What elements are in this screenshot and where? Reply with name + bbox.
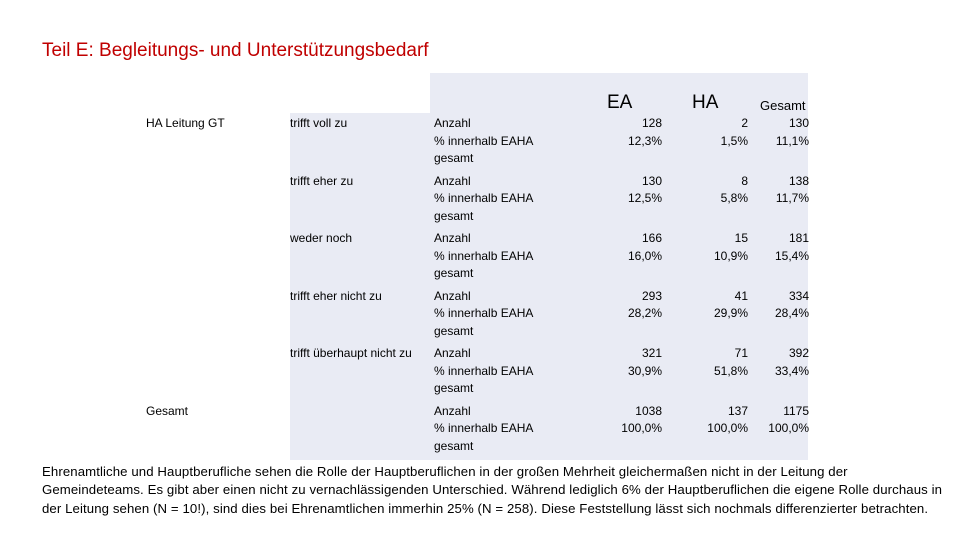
count-cell: 334 <box>788 288 809 303</box>
page-title: Teil E: Begleitungs- und Unterstützungsbedarf <box>42 40 429 61</box>
percent-cell: 10,9% <box>713 248 748 263</box>
count-cell: 130 <box>641 173 662 188</box>
percent-cell: 5,8% <box>720 191 748 205</box>
count-cell: 41 <box>734 288 748 303</box>
measure-label-percent: % innerhalb EAHA gesamt <box>434 248 533 280</box>
row-category-label: trifft voll zu <box>290 116 348 130</box>
percent-cell: 16,0% <box>627 248 662 263</box>
percent-cell: 100,0% <box>621 421 662 435</box>
measure-label-count: Anzahl <box>434 403 471 418</box>
count-cell: 71 <box>734 346 748 360</box>
column-header-gesamt: Gesamt <box>760 98 806 113</box>
count-cell: 130 <box>788 116 809 130</box>
commentary-text: Ehrenamtliche und Hauptberufliche sehen die Rolle der Hauptberuflichen in der großen Mehrheit gleichermaßen nicht in der Leitung der Gemeindeteams. Es gibt aber einen nicht zu vernachlässigenden Unterschied. Während lediglich 6% der Hauptberuflichen die eigene Rolle durchaus in der Leitung sehen (N = 10!), sind dies bei Ehrenamtlichen immerhin 25% (N = 258). Diese Feststellung lässt sich nochmals differenzierter betrachten. <box>42 464 943 516</box>
count-cell: 166 <box>641 231 662 245</box>
column-header-ha: HA <box>692 92 719 113</box>
count-cell: 293 <box>641 288 662 303</box>
measure-label-percent: % innerhalb EAHA gesamt <box>434 191 533 223</box>
row-category-label: trifft eher nicht zu <box>290 288 382 303</box>
percent-cell: 12,5% <box>627 191 662 205</box>
count-cell: 1038 <box>635 403 662 418</box>
percent-cell: 28,4% <box>774 306 809 320</box>
count-cell: 15 <box>734 231 748 245</box>
measure-label-count: Anzahl <box>434 346 471 360</box>
count-cell: 128 <box>641 116 662 130</box>
total-row-label: Gesamt <box>146 403 189 418</box>
percent-cell: 11,1% <box>775 133 809 148</box>
measure-label-count: Anzahl <box>434 288 471 303</box>
measure-label-percent: % innerhalb EAHA gesamt <box>434 363 533 395</box>
percent-cell: 29,9% <box>713 306 748 320</box>
row-group-label: HA Leitung GT <box>146 116 225 130</box>
count-cell: 1175 <box>783 403 809 418</box>
percent-cell: 51,8% <box>713 363 748 378</box>
row-category-label: trifft überhaupt nicht zu <box>290 346 412 360</box>
percent-cell: 30,9% <box>627 363 662 378</box>
row-category-label: trifft eher zu <box>290 173 354 188</box>
column-header-ea: EA <box>607 92 633 113</box>
measure-label-percent: % innerhalb EAHA gesamt <box>434 133 533 165</box>
table-shade-gap <box>290 73 430 113</box>
measure-label-count: Anzahl <box>434 116 471 130</box>
percent-cell: 1,5% <box>720 133 748 148</box>
percent-cell: 12,3% <box>627 133 662 148</box>
measure-label-count: Anzahl <box>434 173 471 188</box>
percent-cell: 15,4% <box>774 248 809 263</box>
count-cell: 8 <box>741 173 748 188</box>
measure-label-percent: % innerhalb EAHA gesamt <box>434 421 533 453</box>
percent-cell: 28,2% <box>627 306 662 320</box>
count-cell: 138 <box>788 173 809 188</box>
count-cell: 392 <box>788 346 809 360</box>
percent-cell: 100,0% <box>768 421 809 435</box>
count-cell: 321 <box>641 346 662 360</box>
count-cell: 181 <box>788 231 809 245</box>
count-cell: 2 <box>741 116 748 130</box>
row-category-label: weder noch <box>290 231 353 245</box>
count-cell: 137 <box>727 403 748 418</box>
percent-cell: 11,7% <box>775 191 809 205</box>
percent-cell: 33,4% <box>774 363 809 378</box>
percent-cell: 100,0% <box>707 421 748 435</box>
measure-label-percent: % innerhalb EAHA gesamt <box>434 306 533 338</box>
measure-label-count: Anzahl <box>434 231 471 245</box>
